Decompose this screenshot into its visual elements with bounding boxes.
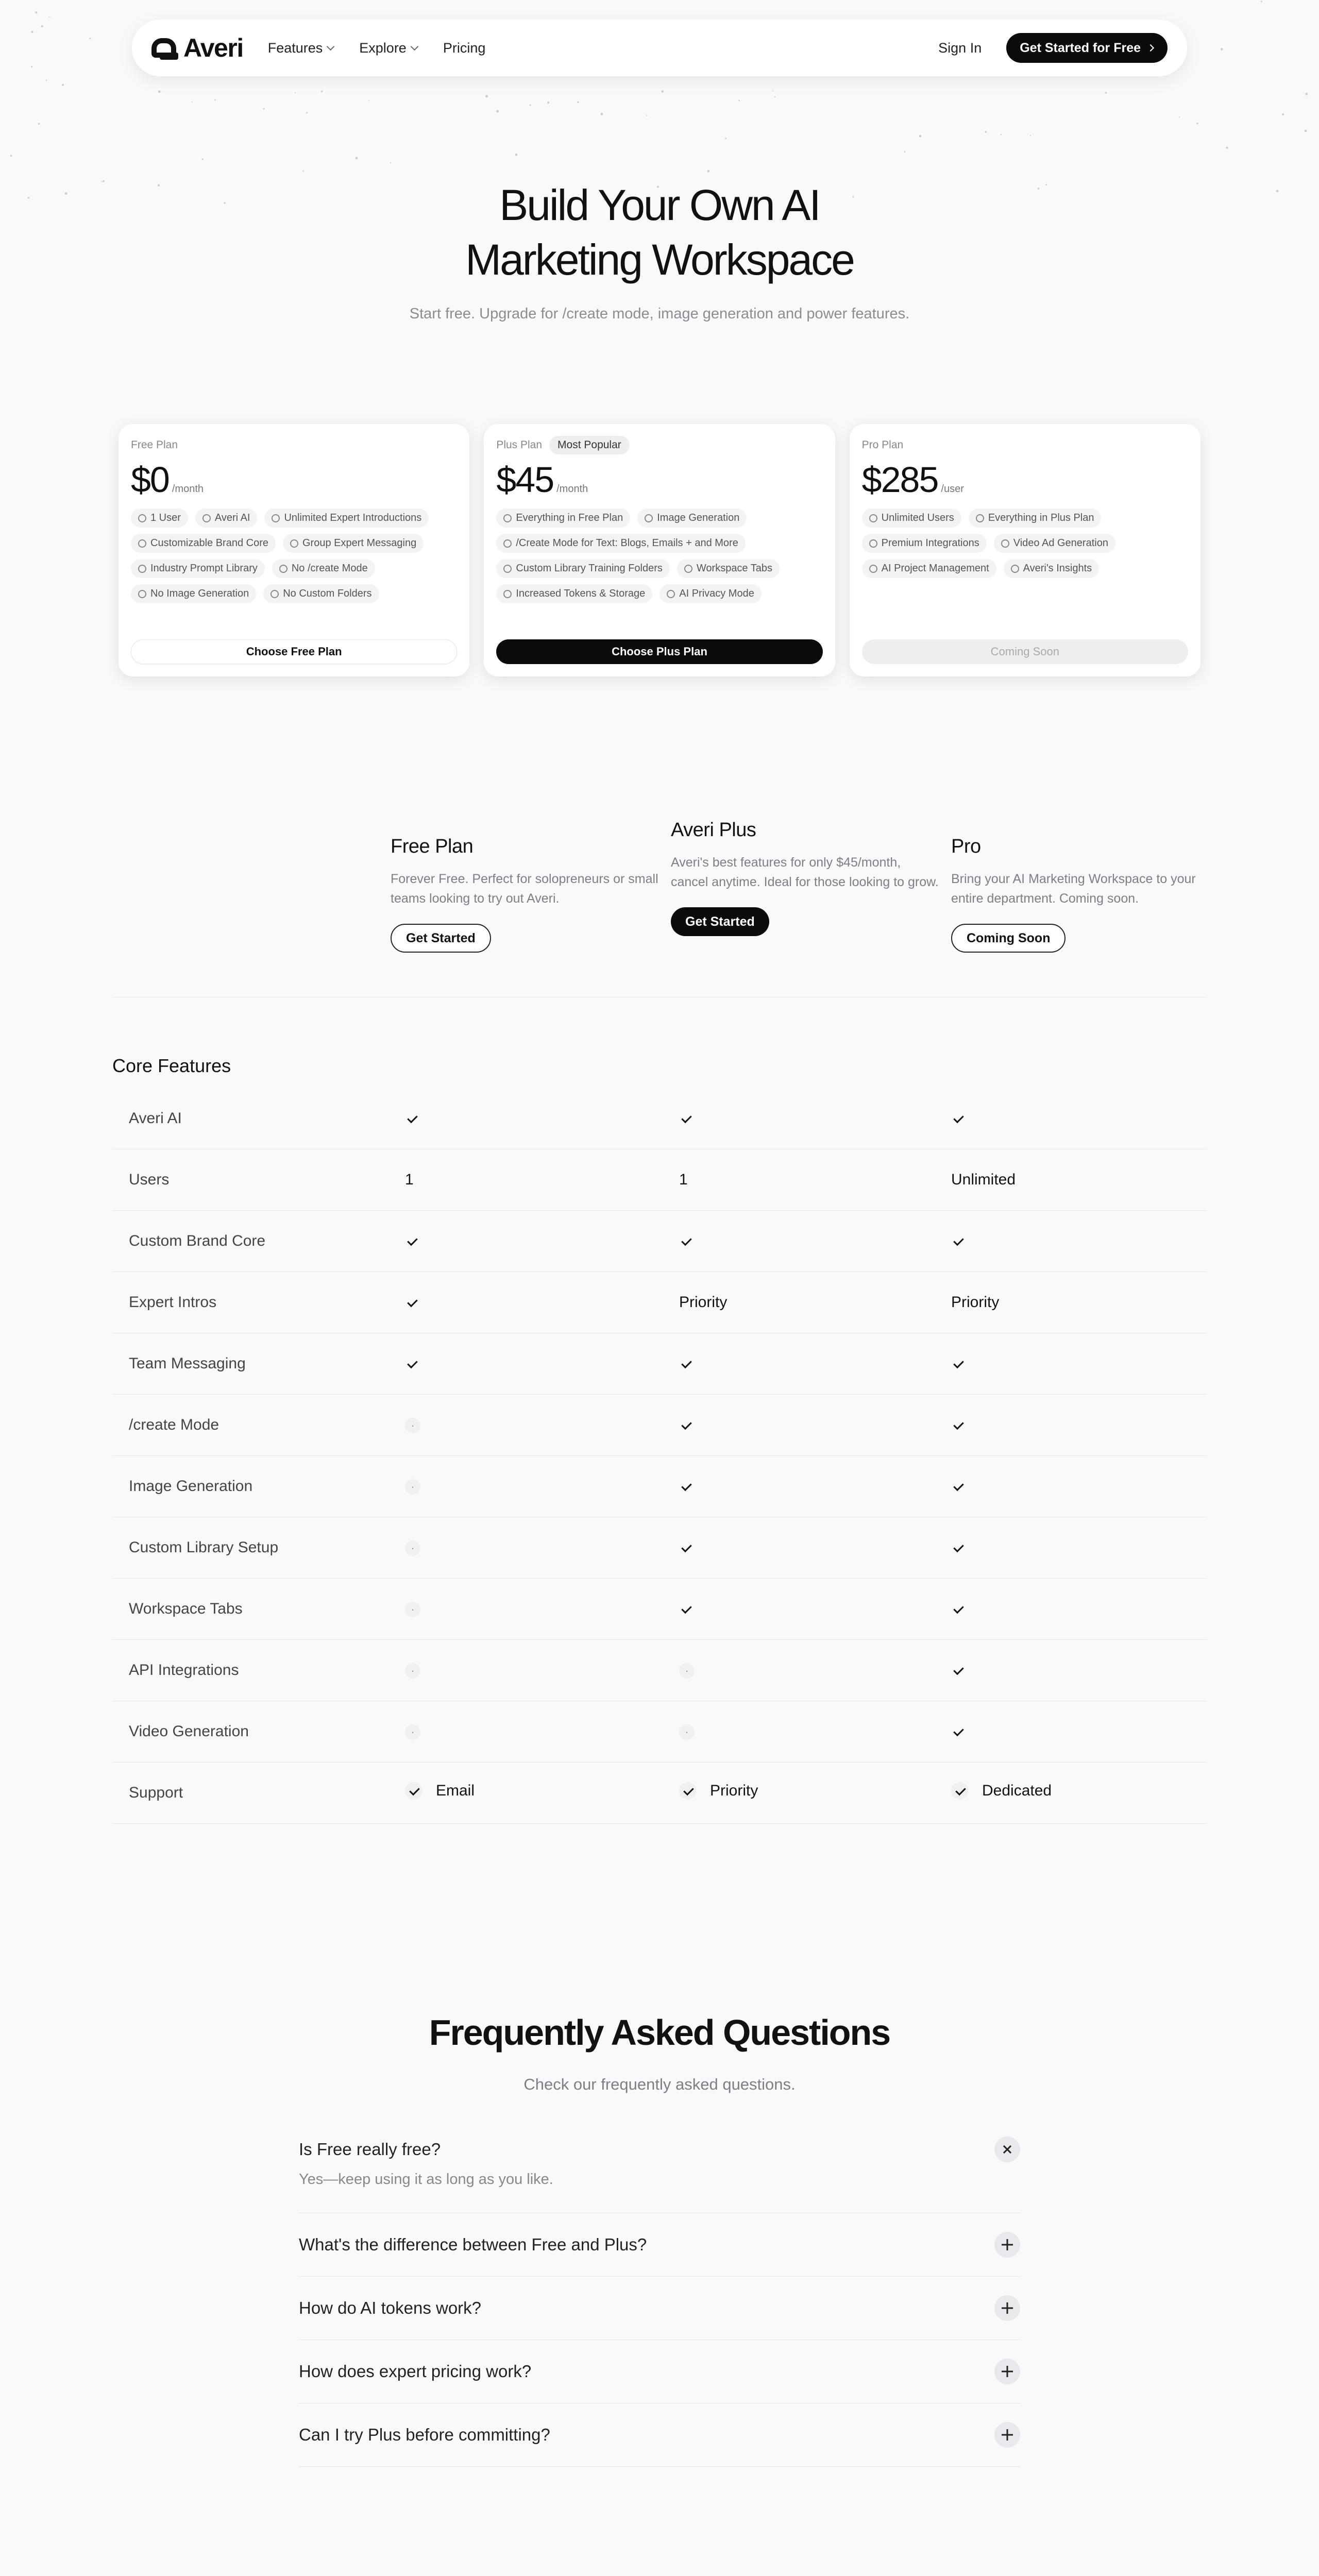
cell-free [405,1782,475,1804]
table-row [112,1333,1207,1395]
feature-name: Workspace Tabs [129,1600,243,1617]
cell-pro [951,1478,966,1495]
feature-label: AI Project Management [881,563,989,574]
nav-features-label: Features [267,40,323,56]
faq-question-row[interactable] [299,2123,1020,2176]
check-icon [951,1664,966,1678]
averi-logo-icon [151,36,178,60]
cell-pro: Priority [951,1294,1000,1311]
feature-chip [496,534,746,553]
faq-question: Can I try Plus before committing? [299,2425,550,2444]
price-amount: $285 [861,460,938,500]
hero-title-line2: Marketing Workspace [465,235,854,284]
compare-plan-3 [951,836,1219,990]
faq-item[interactable] [299,2277,1020,2340]
support-level [951,1782,1052,1800]
cell-free [405,1539,420,1556]
feature-label: Custom Library Training Folders [516,563,663,574]
feature-label: Video Ad Generation [1013,537,1108,549]
plan-card-header [862,433,1188,457]
nav-pricing-label: Pricing [443,40,486,56]
cell-free [405,1110,419,1127]
check-icon [951,1541,966,1555]
plan-price [862,459,1188,500]
support-level [405,1782,475,1800]
feature-label: Unlimited Users [881,512,954,523]
feature-icon [138,565,146,573]
plus-icon[interactable] [994,2232,1020,2258]
price-period: /month [556,483,588,495]
feature-label: Industry Prompt Library [150,563,258,574]
feature-chip [496,584,652,603]
feature-chip [496,509,630,528]
not-included-icon: · [405,1602,420,1617]
feature-icon [869,565,877,573]
cell-free [405,1662,420,1679]
feature-icon [1001,539,1009,548]
feature-chip [862,559,996,578]
feature-chip [283,534,424,553]
check-icon [951,1234,966,1249]
check-icon [679,1480,694,1494]
feature-label: 1 User [150,512,181,523]
feature-icon [503,590,512,598]
feature-label: Customizable Brand Core [150,537,268,549]
cell-pro [951,1416,966,1434]
faq-question: What's the difference between Free and Plus? [299,2235,647,2254]
faq-answer: Yes—keep using it as long as you like. [299,2171,553,2188]
feature-icon [503,539,512,548]
choose-plan-button[interactable]: Choose Free Plan [131,639,457,664]
plan-label: Pro Plan [861,439,904,451]
feature-icon [684,565,692,573]
feature-chip [677,559,780,578]
check-icon [951,1418,966,1433]
table-row [112,1762,1207,1824]
faq-question: Is Free really free? [299,2140,441,2159]
feature-icon [138,514,146,522]
nav-explore-label: Explore [359,40,407,56]
feature-chip [862,509,961,528]
feature-icon [202,514,211,522]
hero-subtitle: Start free. Upgrade for /create mode, image generation and power features. [409,306,910,322]
feature-label: No Image Generation [150,588,249,599]
choose-plan-button[interactable]: Choose Plus Plan [496,639,822,664]
check-icon [951,1480,966,1494]
feature-icon [270,590,279,598]
feature-name: Expert Intros [129,1294,217,1311]
cell-free [405,1232,419,1250]
faq-question: How does expert pricing work? [299,2362,532,2381]
feature-chip [131,534,276,553]
faq-subtitle: Check our frequently asked questions. [523,2075,796,2093]
nav-features[interactable] [268,40,334,56]
plan-label: Plus Plan [496,439,543,451]
feature-name: Averi AI [129,1110,182,1127]
table-row [112,1579,1207,1640]
faq-question-row[interactable] [299,2277,1020,2340]
faq-title: Frequently Asked Questions [429,2012,890,2053]
faq-question: How do AI tokens work? [299,2298,482,2317]
cell-plus [679,1600,694,1618]
faq-item[interactable] [299,2123,1020,2213]
check-icon [679,1782,697,1800]
feature-name: /create Mode [129,1416,219,1433]
table-row [112,1701,1207,1762]
table-row [112,1211,1207,1272]
compare-plan-2 [671,819,939,974]
not-included-icon: · [405,1479,420,1495]
cell-free [405,1355,419,1372]
compare-plan-description: Bring your AI Marketing Workspace to your entire department. Coming soon. [951,872,1196,906]
compare-plan-button[interactable]: Coming Soon [951,924,1066,953]
check-icon [405,1112,419,1126]
nav-explore[interactable] [359,40,417,56]
choose-plan-button: Coming Soon [862,639,1188,664]
feature-chip [272,559,375,578]
cell-plus [679,1662,695,1679]
feature-icon [503,514,512,522]
feature-chip [496,559,670,578]
cell-free [405,1600,420,1618]
feature-chip [131,584,256,603]
table-row [112,1088,1207,1149]
top-navbar [132,20,1187,76]
feature-icon [667,590,675,598]
compare-plan-button[interactable]: Get Started [671,907,769,936]
table-row [112,1517,1207,1579]
cell-pro [951,1539,966,1556]
feature-chip [195,509,258,528]
not-included-icon: · [405,1418,420,1433]
table-row [112,1272,1207,1333]
table-row [112,1395,1207,1456]
not-included-icon: · [679,1663,695,1679]
hero-title-line1: Build Your Own AI [499,181,820,229]
faq-list [299,2123,1020,2467]
feature-chip [862,534,987,553]
feature-label: Increased Tokens & Storage [516,588,646,599]
table-row [112,1456,1207,1517]
faq-item[interactable] [299,2213,1020,2277]
cell-pro [951,1723,966,1740]
compare-plan-name: Pro [951,836,981,857]
check-icon [405,1296,419,1310]
cell-plus [679,1723,695,1740]
cell-pro [951,1600,966,1618]
feature-label: Unlimited Expert Introductions [284,512,422,523]
plan-card-header [496,433,822,457]
feature-label: Everything in Plus Plan [988,512,1094,523]
check-icon [679,1602,694,1617]
compare-plan-description: Averi's best features for only $45/month, cancel anytime. Ideal for those looking to grow. [671,855,939,889]
plan-card-header [131,433,457,457]
feature-name: Custom Library Setup [129,1539,279,1556]
support-label: Dedicated [982,1782,1052,1799]
feature-name: Image Generation [129,1478,253,1495]
sign-in-link[interactable]: Sign In [938,40,982,56]
cell-plus [679,1110,694,1127]
cell-plus [679,1539,694,1556]
check-icon [405,1782,422,1800]
feature-icon [279,565,288,573]
get-started-label: Get Started for Free [1020,40,1141,55]
feature-icon [645,514,653,522]
not-included-icon: · [679,1724,695,1740]
price-period: /month [172,483,204,495]
brand-logo[interactable] [151,33,243,63]
check-icon [679,1541,694,1555]
plan-card [850,424,1200,676]
check-icon [679,1418,694,1433]
feature-name: Support [129,1784,183,1801]
compare-plan-name: Free Plan [391,836,474,857]
compare-plan-button[interactable]: Get Started [391,924,491,953]
check-icon [679,1112,694,1126]
check-icon [951,1782,969,1800]
check-icon [951,1357,966,1371]
cell-plus [679,1478,694,1495]
feature-icon [272,514,280,522]
feature-label: Image Generation [657,512,740,523]
feature-name: Team Messaging [129,1355,246,1372]
plus-icon[interactable] [994,2422,1020,2448]
feature-icon [138,539,146,548]
feature-chip [660,584,762,603]
support-label: Email [436,1782,475,1799]
cell-pro [951,1232,966,1250]
cell-pro [951,1662,966,1679]
check-icon [679,1357,694,1371]
plan-card [119,424,469,676]
plan-features [496,509,822,603]
compare-plan-name: Averi Plus [671,819,756,841]
cell-plus [679,1416,694,1434]
feature-chip [263,584,379,603]
feature-label: Averi AI [214,512,250,523]
table-row [112,1149,1207,1211]
feature-label: No Custom Folders [283,588,372,599]
feature-name: API Integrations [129,1662,239,1679]
feature-chip [969,509,1102,528]
cell-pro [951,1110,966,1127]
plan-card [484,424,835,676]
feature-chip [637,509,747,528]
feature-chip [131,509,188,528]
feature-name: Video Generation [129,1723,249,1740]
feature-name: Custom Brand Core [129,1232,266,1249]
hero-title [0,178,1319,287]
close-icon[interactable] [994,2137,1020,2162]
plan-label: Free Plan [131,439,178,451]
feature-label: /Create Mode for Text: Blogs, Emails + and More [516,537,738,549]
cell-plus: 1 [679,1171,688,1188]
cell-plus [679,1355,694,1372]
check-icon [405,1357,419,1371]
feature-label: Premium Integrations [881,537,979,549]
feature-label: Group Expert Messaging [302,537,417,549]
check-icon [951,1725,966,1739]
compare-plan-description: Forever Free. Perfect for solopreneurs or small teams looking to try out Averi. [391,872,658,906]
faq-item[interactable] [299,2403,1020,2467]
check-icon [951,1602,966,1617]
cell-pro: Unlimited [951,1171,1016,1188]
not-included-icon: · [405,1663,420,1679]
feature-name: Users [129,1171,170,1188]
nav-pricing[interactable] [443,40,486,56]
cell-free [405,1294,419,1311]
feature-label: Everything in Free Plan [516,512,623,523]
support-level [679,1782,758,1800]
feature-icon [976,514,984,522]
pricing-cards [119,424,1200,676]
faq-question-row[interactable] [299,2403,1020,2466]
cell-free [405,1478,420,1495]
price-period: /user [941,483,964,495]
plan-price [496,459,822,500]
not-included-icon: · [405,1724,420,1740]
core-features-title: Core Features [112,1055,231,1076]
feature-icon [1011,565,1019,573]
feature-label: AI Privacy Mode [679,588,754,599]
get-started-button[interactable] [1006,33,1168,63]
cell-pro [951,1782,1052,1804]
price-amount: $45 [496,460,554,500]
faq-item[interactable] [299,2340,1020,2403]
plus-icon[interactable] [994,2295,1020,2321]
check-icon [679,1234,694,1249]
plus-icon[interactable] [994,2359,1020,2384]
feature-chip [131,559,265,578]
feature-icon [290,539,298,548]
cell-free: 1 [405,1171,414,1188]
cell-plus: Priority [679,1294,728,1311]
feature-label: Averi's Insights [1023,563,1092,574]
plan-price [131,459,457,500]
chevron-right-icon [1147,44,1154,52]
price-amount: $0 [131,460,169,500]
faq-question-row[interactable] [299,2213,1020,2276]
cell-free [405,1723,420,1740]
most-popular-badge: Most Popular [549,436,630,454]
feature-icon [869,539,877,548]
feature-chip [994,534,1115,553]
chevron-down-icon [411,42,419,50]
feature-icon [138,590,146,598]
check-icon [951,1112,966,1126]
faq-question-row[interactable] [299,2340,1020,2403]
brand-name: Averi [183,33,243,62]
feature-comparison-table [112,1088,1207,1824]
cell-plus [679,1782,758,1804]
feature-icon [869,514,877,522]
chevron-down-icon [327,42,335,50]
cell-plus [679,1232,694,1250]
check-icon [405,1234,419,1249]
table-row [112,1640,1207,1701]
not-included-icon: · [405,1540,420,1556]
feature-label: No /create Mode [291,563,368,574]
feature-icon [503,565,512,573]
feature-chip [264,509,429,528]
plan-features [131,509,457,603]
cell-pro [951,1355,966,1372]
feature-chip [1004,559,1100,578]
feature-label: Workspace Tabs [696,563,772,574]
cell-free [405,1416,420,1434]
plan-features [862,509,1188,578]
support-label: Priority [710,1782,758,1799]
compare-plan-1 [391,836,658,990]
